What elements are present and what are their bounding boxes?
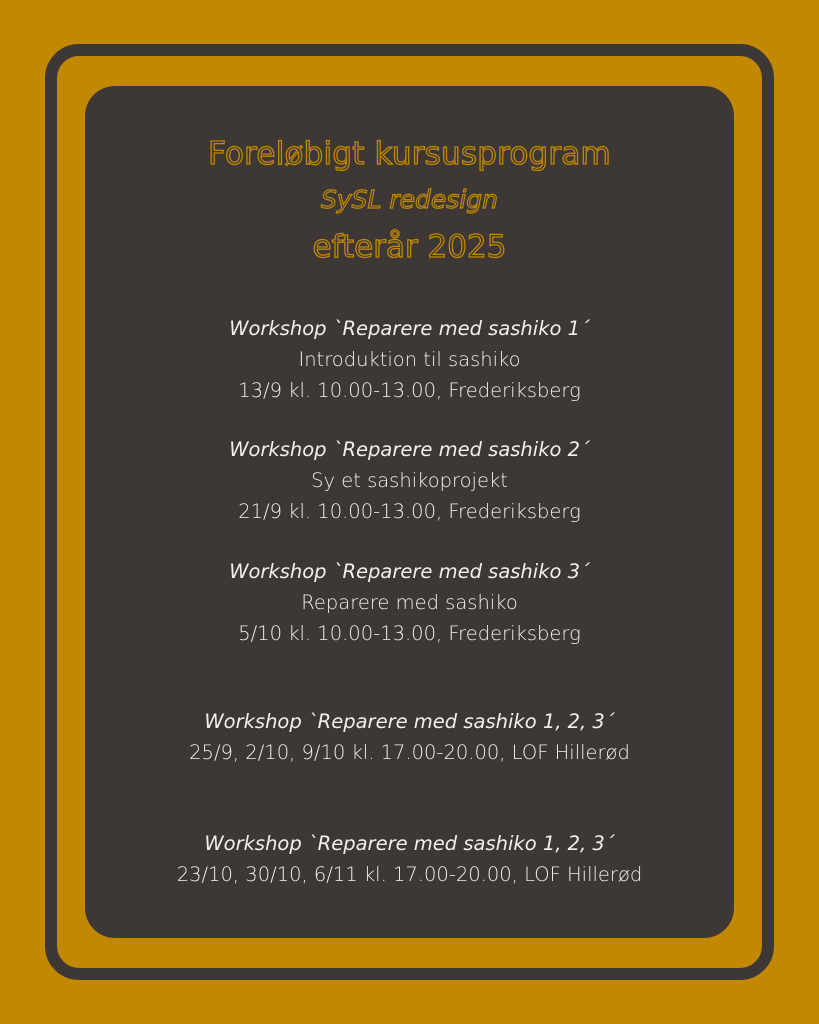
season-label: efterår 2025 [312, 229, 507, 265]
event-when: 23/10, 30/10, 6/11 kl. 17.00-20.00, LOF Hillerød [176, 863, 643, 886]
event-description: Introduktion til sashiko [298, 348, 521, 371]
event-name: Workshop `Reparere med sashiko 3´ [229, 560, 590, 583]
event-name: Workshop `Reparere med sashiko 1´ [229, 317, 590, 340]
event-name: Workshop `Reparere med sashiko 1, 2, 3´ [204, 710, 615, 733]
event-item [85, 313, 734, 406]
event-name: Workshop `Reparere med sashiko 1, 2, 3´ [204, 832, 615, 855]
event-description: Reparere med sashiko [301, 591, 518, 614]
event-when: 5/10 kl. 10.00-13.00, Frederiksberg [238, 622, 581, 645]
program-panel [85, 86, 734, 938]
event-item [85, 706, 734, 768]
event-when: 13/9 kl. 10.00-13.00, Frederiksberg [238, 379, 581, 402]
event-when: 25/9, 2/10, 9/10 kl. 17.00-20.00, LOF Hillerød [189, 741, 630, 764]
event-description: Sy et sashikoprojekt [311, 469, 508, 492]
page-subtitle: SySL redesign [320, 185, 498, 214]
event-item [85, 556, 734, 649]
event-when: 21/9 kl. 10.00-13.00, Frederiksberg [238, 500, 581, 523]
event-name: Workshop `Reparere med sashiko 2´ [229, 438, 590, 461]
page-title: Foreløbigt kursusprogram [208, 136, 611, 172]
event-item [85, 434, 734, 527]
event-item [85, 828, 734, 890]
